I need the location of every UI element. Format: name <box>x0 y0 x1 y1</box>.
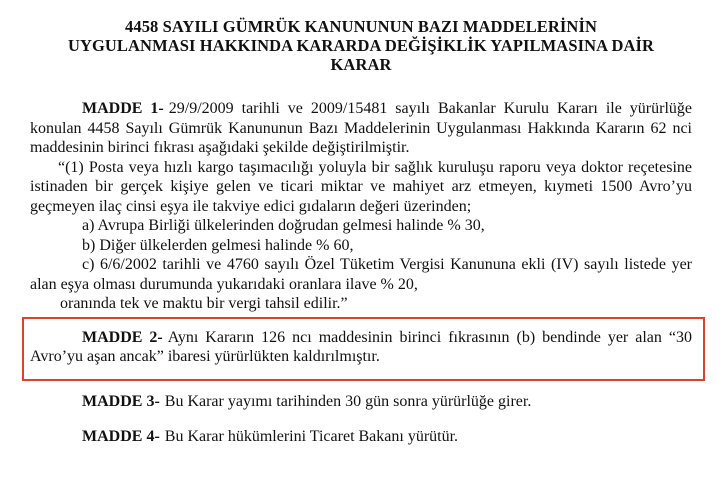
list-item-a: a) Avrupa Birliği ülkelerinden doğrudan gelmesi halinde % 30, <box>82 217 485 234</box>
list-item-b: b) Diğer ülkelerden gelmesi halinde % 60, <box>82 236 354 254</box>
madde-4-label: MADDE 4- <box>82 428 160 445</box>
document-body <box>30 99 692 447</box>
title-line-2: UYGULANMASI HAKKINDA KARARDA DEĞİŞİKLİK YAPILMASINA DAİR <box>67 36 655 55</box>
madde-2-label: MADDE 2- <box>82 328 163 346</box>
madde-4-text: Bu Karar hükümlerini Ticaret Bakanı yürütür. <box>164 428 459 445</box>
title-line-3: KARAR <box>330 55 392 74</box>
madde-3-paragraph <box>30 392 692 412</box>
list-item-c: c) 6/6/2002 tarihli ve 4760 sayılı Özel Tüketim Vergisi Kanununa ekli (IV) sayılı listede yer alan eşya olması durumunda yukarıdaki oranlara ilave % 20, <box>30 256 692 293</box>
madde-3-label: MADDE 3- <box>82 392 160 410</box>
quoted-provision-intro: “(1) Posta veya hızlı kargo taşımacılığı yoluyla bir sağlık kuruluşu raporu veya doktor reçetesine istinaden bir gerçek kişiye gelen ve ticari miktar ve mahiyet arz etmeyen, kıymeti 1500 Avro’yu geçmeyen ilaç cinsi eşya ile takviye edici gıdaların değeri üzerinden; <box>30 158 692 215</box>
madde-3-text: Bu Karar yayımı tarihinden 30 gün sonra yürürlüğe girer. <box>164 392 532 410</box>
madde-2-paragraph <box>30 328 692 367</box>
madde-4-paragraph <box>30 427 692 447</box>
quoted-provision-closing: oranında tek ve maktu bir vergi tahsil edilir.” <box>60 295 348 312</box>
madde-1-label: MADDE 1- <box>82 100 164 117</box>
document-title <box>34 17 688 74</box>
madde-2-text: Aynı Kararın 126 ncı maddesinin birinci fıkrasının (b) bendinde yer alan “30 Avro’yu aşan ancak” ibaresi yürürlükten kaldırılmıştır. <box>30 328 692 365</box>
title-line-1: 4458 SAYILI GÜMRÜK KANUNUNUN BAZI MADDELERİNİN <box>125 17 597 36</box>
madde-1-text: 29/9/2009 tarihli ve 2009/15481 sayılı Bakanlar Kurulu Kararı ile yürürlüğe konulan 4458 Sayılı Gümrük Kanununun Bazı Maddelerinin Uygulanması Hakkında Kararın 62 nci maddesinin birinci fıkrası aşağıdaki şekilde değiştirilmiştir. <box>30 100 692 156</box>
madde-1-paragraph <box>30 99 692 158</box>
highlight-box <box>22 317 705 381</box>
